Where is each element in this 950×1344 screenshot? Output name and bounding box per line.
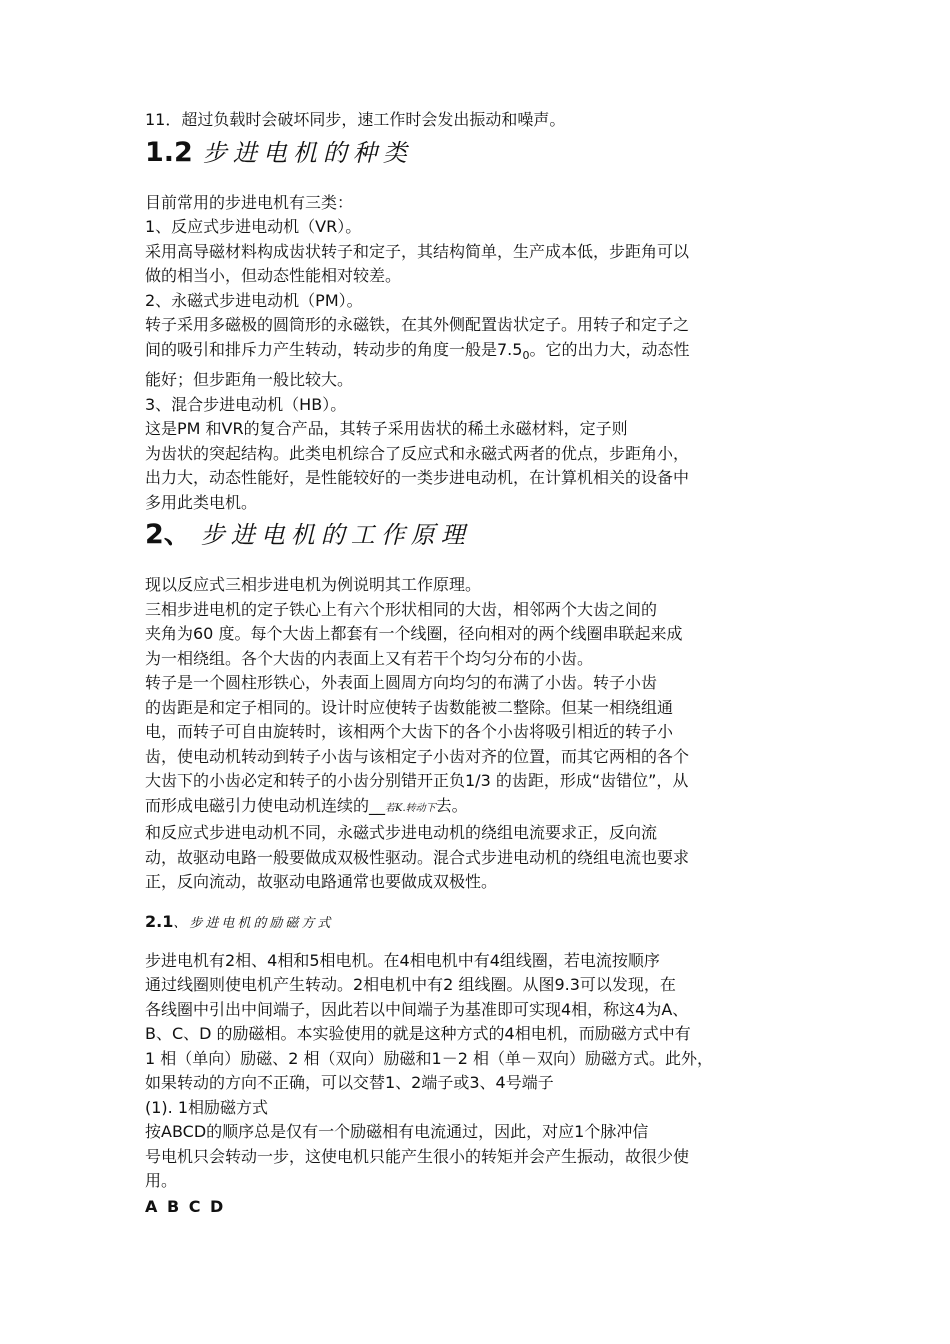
section-number: 1.2 xyxy=(145,136,193,168)
document-page xyxy=(145,108,810,1220)
section-number: 2、 xyxy=(145,519,191,550)
text-span: 间的吸引和排斥力产生转动，转动步的角度一般是7.5 xyxy=(145,339,523,359)
section-heading-1-2 xyxy=(145,133,810,173)
text-line: 多用此类电机。 xyxy=(145,492,258,512)
text-line: 用。 xyxy=(145,1171,178,1190)
text-line: 夹角为60 度。每个大齿上都套有一个线圈，径向相对的两个线圈串联起来成 xyxy=(145,624,683,643)
section-title: 步进电机的种类 xyxy=(202,138,413,167)
text-line: 3、混合步进电动机（HB）。 xyxy=(145,394,347,414)
text-line: 转子是一个圆柱形铁心，外表面上圆周方向均匀的布满了小齿。转子小齿 xyxy=(145,673,658,692)
text-line: 做的相当小，但动态性能相对较差。 xyxy=(145,266,402,285)
section-title: 、步进电机的励磁方式 xyxy=(173,915,334,931)
text-line: 目前常用的步进电机有三类： xyxy=(145,192,354,212)
text-line: 各线圈中引出中间端子，因此若以中间端子为基准即可实现4相，称这4为A、 xyxy=(145,999,689,1019)
text-line: 11．超过负载时会破坏同步，速工作时会发出振动和噪声。 xyxy=(145,110,566,129)
text-line: 如果转动的方向不正确，可以交替1、2端子或3、4号端子 xyxy=(145,1073,554,1092)
text-line: 现以反应式三相步进电机为例说明其工作原理。 xyxy=(145,575,482,594)
text-span: 去。 xyxy=(435,795,468,815)
text-line: 为齿状的突起结构。此类电机综合了反应式和永磁式两者的优点，步距角小， xyxy=(145,443,690,463)
text-line: 1 相（单向）励磁、2 相（双向）励磁和1－2 相（单－双向）励磁方式。此外， xyxy=(145,1048,713,1068)
subscript: 0 xyxy=(522,348,530,362)
text-line: 为一相绕组。各个大齿的内表面上又有若干个均匀分布的小齿。 xyxy=(145,648,594,668)
text-line: 转子采用多磁极的圆筒形的永磁铁，在其外侧配置齿状定子。用转子和定子之 xyxy=(145,315,690,334)
section-title: 步进电机的工作原理 xyxy=(200,521,471,549)
text-line: 出力大，动态性能好，是性能较好的一类步进电动机，在计算机相关的设备中 xyxy=(145,468,690,487)
text-line: 电，而转子可自由旋转时，该相两个大齿下的各个小齿将吸引相近的转子小 xyxy=(145,722,674,741)
text-line xyxy=(145,338,810,369)
text-line: (1). 1相励磁方式 xyxy=(145,1097,269,1117)
text-line: 大齿下的小齿必定和转子的小齿分别错开正负1/3 的齿距，形成“齿错位”，从 xyxy=(145,771,689,790)
text-line: 步进电机有2相、4相和5相电机。在4相电机中有4组线圈，若电流按顺序 xyxy=(145,950,660,970)
text-line: 采用高导磁材料构成齿状转子和定子，其结构简单，生产成本低，步距角可以 xyxy=(145,241,690,261)
text-line: 能好；但步距角一般比较大。 xyxy=(145,370,354,389)
text-line xyxy=(145,794,810,822)
text-line: 的齿距是和定子相同的。设计时应使转子齿数能被二整除。但某一相绕组通 xyxy=(145,697,674,717)
text-span: 。它的出力大，动态性 xyxy=(529,339,690,359)
text-line: 号电机只会转动一步，这使电机只能产生很小的转矩并会产生振动，故很少使 xyxy=(145,1146,690,1166)
section-heading-2-1 xyxy=(145,907,810,939)
section-heading-2 xyxy=(145,515,810,555)
text-line: 三相步进电机的定子铁心上有六个形状相同的大齿，相邻两个大齿之间的 xyxy=(145,599,658,619)
text-line: 1、反应式步进电动机（VR）。 xyxy=(145,217,362,236)
text-line: 通过线圈则使电机产生转动。2相电机中有2 组线圈。从图9.3可以发现，在 xyxy=(145,975,676,994)
text-line: 2、永磁式步进电动机（PM）。 xyxy=(145,290,363,310)
text-span: 而形成电磁引力使电动机连续的__ xyxy=(145,795,386,815)
text-line: 这是PM 和VR的复合产品，其转子采用齿状的稀土永磁材料，定子则 xyxy=(145,419,628,438)
phase-labels: A B C D xyxy=(145,1196,226,1216)
text-line: 动，故驱动电路一般要做成双极性驱动。混合式步进电动机的绕组电流也要求 xyxy=(145,847,690,867)
text-line: B、C、D 的励磁相。本实验使用的就是这种方式的4相电机，而励磁方式中有 xyxy=(145,1024,691,1043)
text-line: 齿，使电动机转动到转子小齿与该相定子小齿对齐的位置，而其它两相的各个 xyxy=(145,746,690,766)
text-line: 正，反向流动，故驱动电路通常也要做成双极性。 xyxy=(145,872,498,891)
handwritten-note: 若K.转动下 xyxy=(385,802,436,814)
text-line: 按ABCD的顺序总是仅有一个励磁相有电流通过，因此，对应1个脉冲信 xyxy=(145,1122,649,1141)
section-number: 2.1 xyxy=(145,911,174,931)
text-line: 和反应式步进电动机不同，永磁式步进电动机的绕组电流要求正，反向流 xyxy=(145,823,658,842)
